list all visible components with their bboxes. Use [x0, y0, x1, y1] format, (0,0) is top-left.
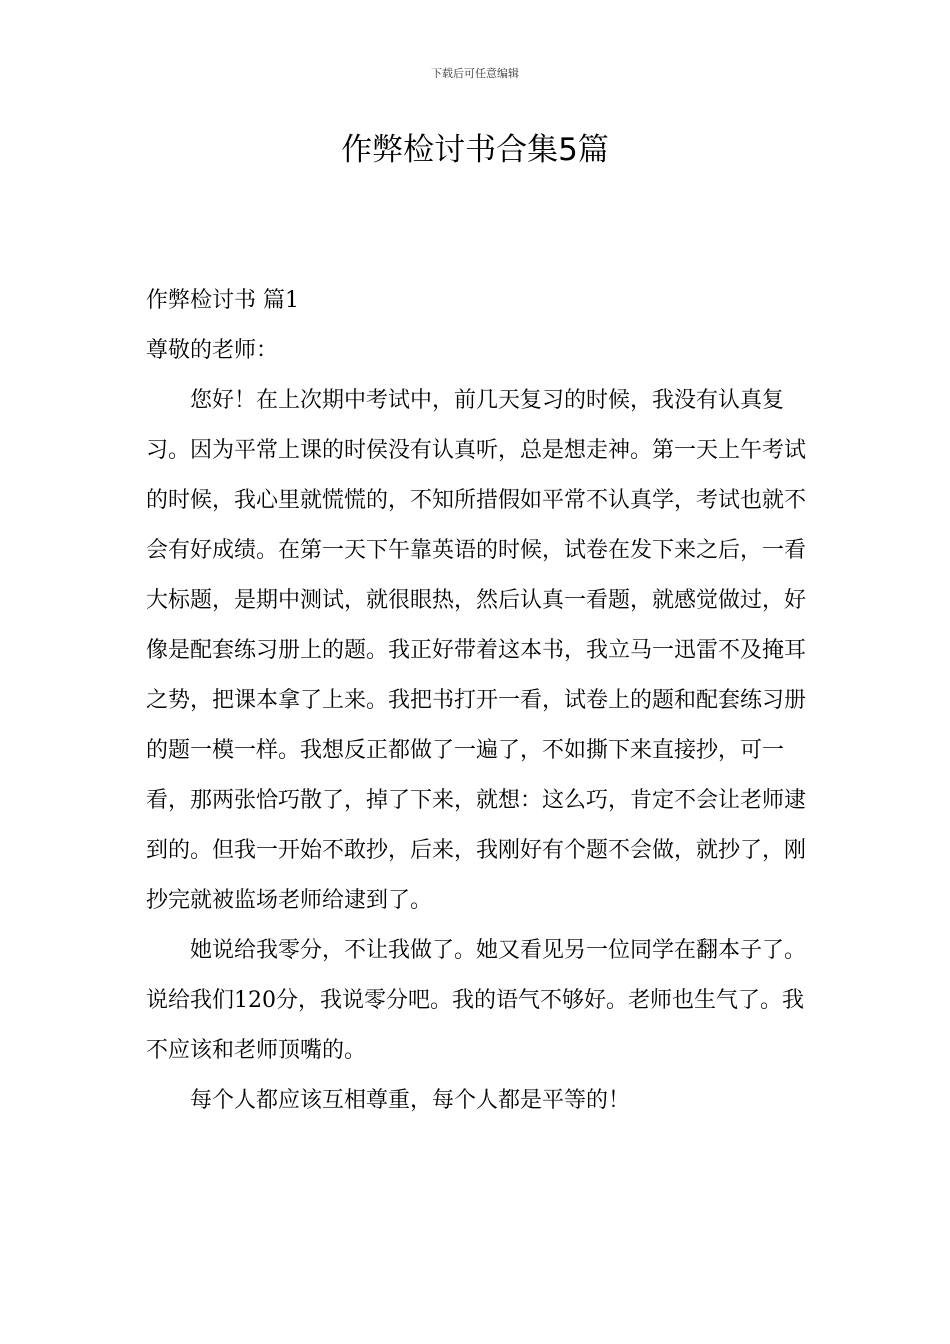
section-heading: 作弊检讨书 篇1	[146, 288, 299, 313]
paragraph-1: 您好！在上次期中考试中，前几天复习的时候，我没有认真复习。因为平常上课的时侯没有认真听，总是想走神。第一天上午考试的时候，我心里就慌慌的，不知所措假如平常不认真学，考试也就不会有好成绩。在第一天下午靠英语的时候，试卷在发下来之后，一看大标题，是期中测试，就很眼热，然后认真一看题，就感觉做过，好像是配套练习册上的题。我正好带着这本书，我立马一迅雷不及掩耳之势，把课本拿了上来。我把书打开一看，试卷上的题和配套练习册的题一模一样。我想反正都做了一遍了，不如撕下来直接抄，可一看，那两张恰巧散了，掉了下来，就想：这么巧，肯定不会让老师逮到的。但我一开始不敢抄，后来，我刚好有个题不会做，就抄了，刚抄完就被监场老师给逮到了。	[146, 388, 807, 913]
paragraph-3: 每个人都应该互相尊重，每个人都是平等的！	[190, 1088, 631, 1113]
salutation: 尊敬的老师：	[146, 338, 279, 363]
document-title: 作弊检讨书合集5篇	[341, 132, 609, 168]
header-note: 下载后可任意编辑	[431, 67, 519, 80]
paragraph-2: 她说给我零分，不让我做了。她又看见另一位同学在翻本子了。说给我们120分，我说零分吧。我的语气不够好。老师也生气了。我不应该和老师顶嘴的。	[146, 938, 807, 1063]
document-body	[146, 276, 810, 1126]
